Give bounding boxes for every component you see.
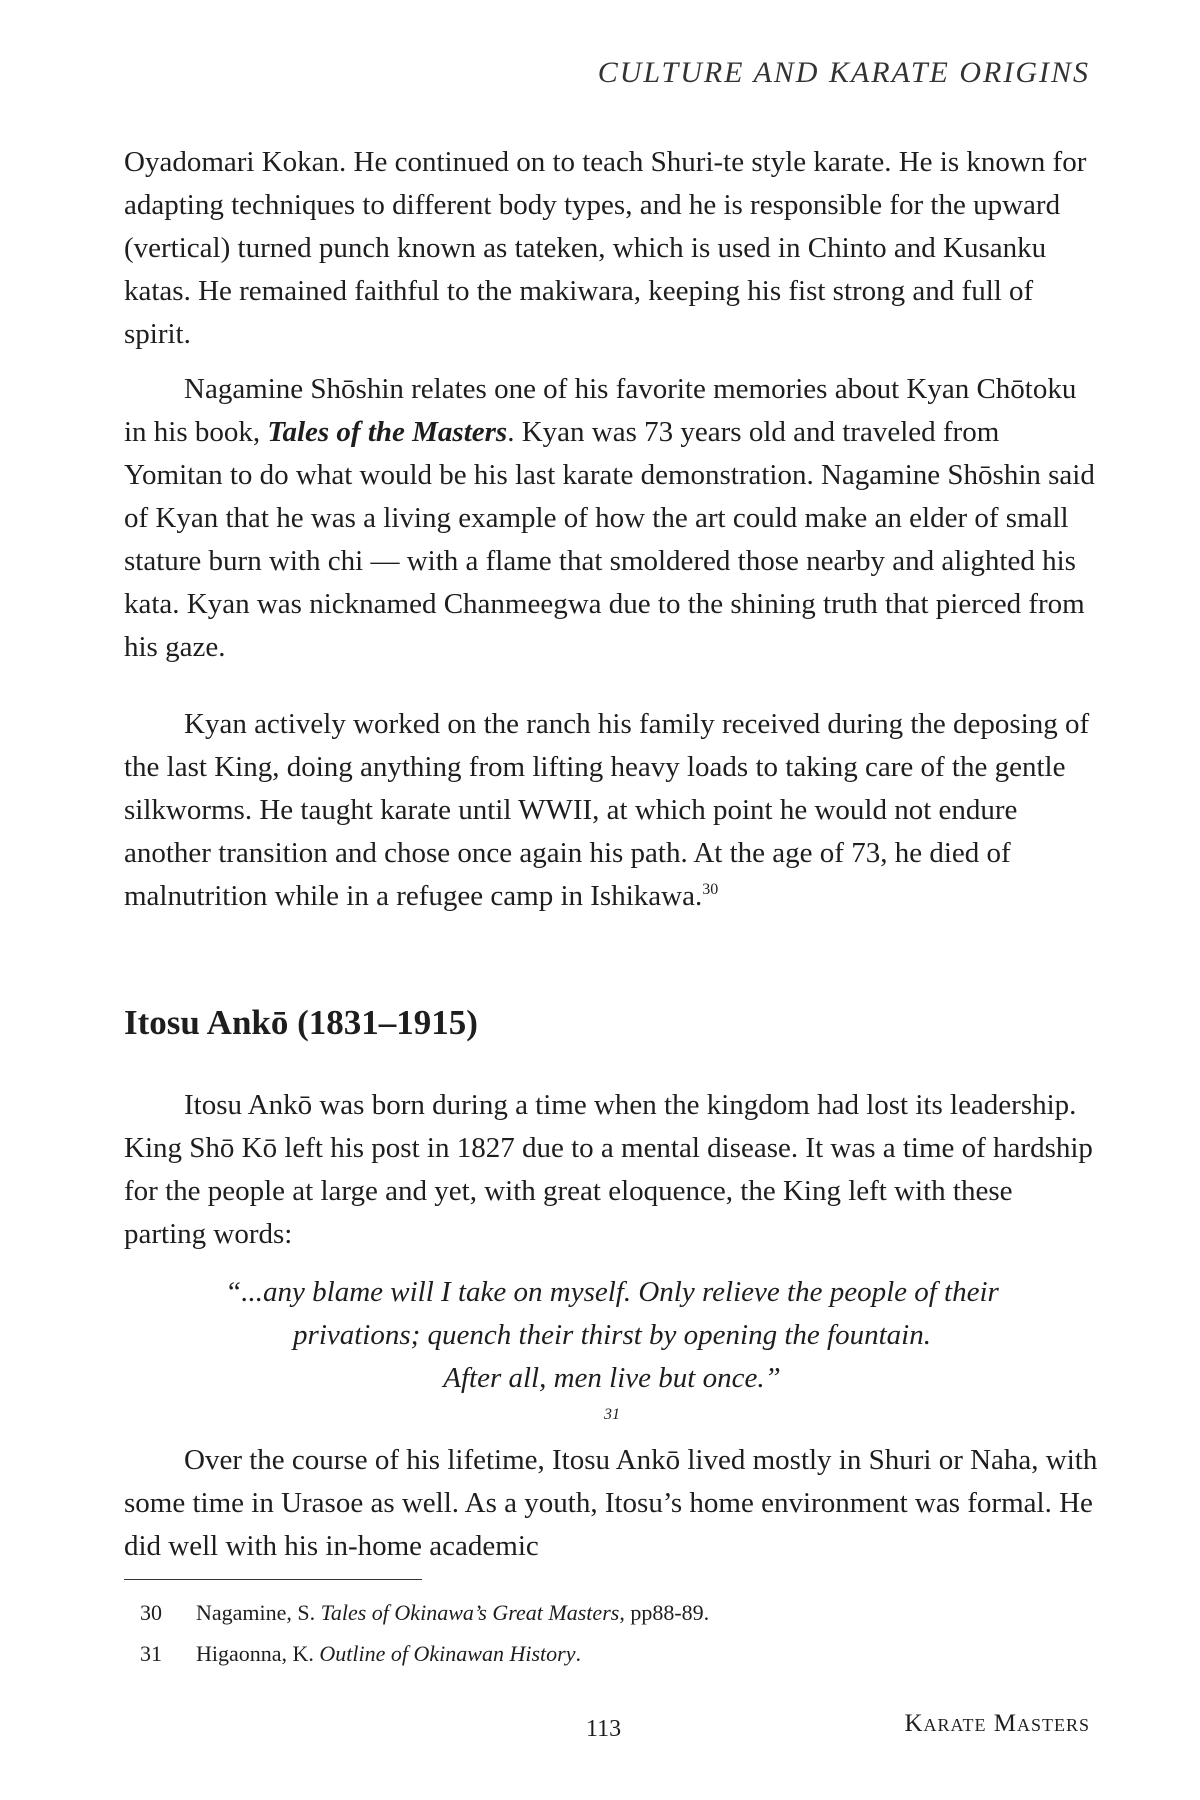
footnote bbox=[124, 1639, 581, 1669]
footnote-rest: . bbox=[575, 1641, 581, 1666]
footnote bbox=[124, 1598, 709, 1628]
paragraph-text: Itosu Ankō was born during a time when the kingdom had lost its leadership. King Shō Kō left his post in 1827 due to a mental disease. It was a time of hardship for the people at large and yet, with great eloquence, the King left with these parting words: bbox=[124, 1089, 1093, 1250]
footnote-number: 30 bbox=[140, 1600, 162, 1625]
quote-line: “...any blame will I take on myself. Only relieve the people of their bbox=[225, 1276, 999, 1308]
paragraph-itosu-life bbox=[124, 1439, 1100, 1568]
paragraph-text: Nagamine Shōshin relates one of his favorite memories about Kyan Chōtoku in his book, bbox=[124, 373, 1077, 448]
footnote-title: Tales of Okinawa’s Great Masters bbox=[320, 1600, 620, 1625]
footnote-number: 31 bbox=[140, 1641, 162, 1666]
footnote-divider bbox=[124, 1579, 422, 1580]
paragraph-continued bbox=[124, 141, 1100, 356]
paragraph-text: . Kyan was 73 years old and traveled from Yomitan to do what would be his last karate demonstration. Nagamine Shōshin said of Kyan that he was a living example of how the art could make an elder of small stature burn with chi — with a flame that smoldered those nearby and alighted his kata. Kyan was nicknamed Chanmeegwa due to the shining truth that pierced from his gaze. bbox=[124, 416, 1095, 663]
footnote-author: Nagamine, S. bbox=[196, 1600, 321, 1625]
footnote-title: Outline of Okinawan History bbox=[319, 1641, 576, 1666]
book-title: Tales of the Masters bbox=[267, 416, 508, 448]
page-number: 113 bbox=[586, 1716, 622, 1742]
section-heading: Itosu Ankō (1831–1915) bbox=[124, 1003, 478, 1042]
quote-line: privations; quench their thirst by opening the fountain. bbox=[293, 1319, 931, 1351]
paragraph-text: Kyan actively worked on the ranch his family received during the deposing of the last King, doing anything from lifting heavy loads to taking care of the gentle silkworms. He taught karate until WWII, at which point he would not endure another transition and chose once again his path. At the age of 73, he died of malnutrition while in a refugee camp in Ishikawa. bbox=[124, 708, 1090, 912]
paragraph-text: Oyadomari Kokan. He continued on to teach Shuri-te style karate. He is known for adapting techniques to different body types, and he is responsible for the upward (vertical) turned punch known as tateken, which is used in Chinto and Kusanku katas. He remained faithful to the makiwara, keeping his fist strong and full of spirit. bbox=[124, 146, 1087, 350]
running-head: CULTURE AND KARATE ORIGINS bbox=[597, 56, 1090, 89]
footnote-ref: 31 bbox=[604, 1406, 620, 1423]
footnote-author: Higaonna, K. bbox=[196, 1641, 320, 1666]
paragraph-itosu bbox=[124, 1084, 1100, 1256]
quote-line: After all, men live but once.” bbox=[443, 1362, 781, 1394]
paragraph-kyan bbox=[124, 703, 1100, 918]
footnote-rest: , pp88-89. bbox=[619, 1600, 710, 1625]
paragraph-text: Over the course of his lifetime, Itosu Ankō lived mostly in Shuri or Naha, with some time in Urasoe as well. As a youth, Itosu’s home environment was formal. He did well with his in-home academic bbox=[124, 1444, 1098, 1562]
running-foot: Karate Masters bbox=[904, 1710, 1090, 1737]
footnote-ref: 30 bbox=[702, 881, 719, 898]
block-quote bbox=[124, 1271, 1100, 1443]
paragraph-nagamine bbox=[124, 368, 1100, 669]
